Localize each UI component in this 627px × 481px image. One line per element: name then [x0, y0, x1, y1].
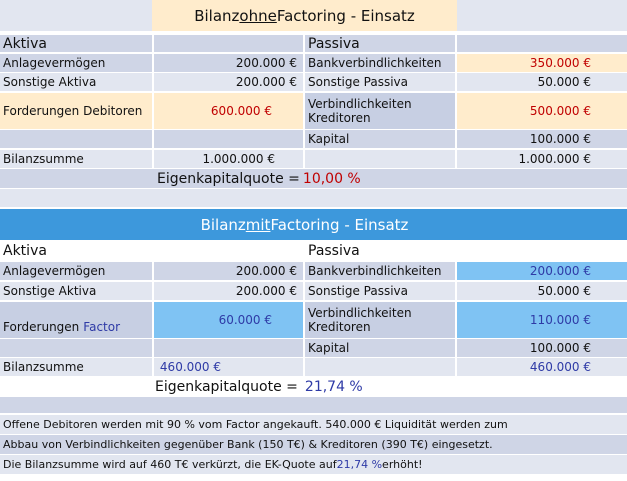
s2-bilanzsumme-passiva: 460.000 € — [457, 358, 627, 376]
s1-row2-aktiva-label: Sonstige Aktiva — [0, 73, 152, 91]
s1-row2-passiva-label: Sonstige Passiva — [305, 73, 455, 91]
s2-title-left-cell — [0, 209, 152, 240]
s2-kq-right — [457, 377, 627, 396]
s1-title-left-cell — [0, 0, 152, 31]
note-line-3-text: Die Bilanzsumme wird auf 460 T€ verkürzt, die EK-Quote auf — [3, 458, 337, 471]
s1-title-emphasis: ohne — [239, 6, 277, 25]
s2-title-emphasis: mit — [245, 215, 271, 234]
note-line-1: Offene Debitoren werden mit 90 % vom Factor angekauft. 540.000 € Liquidität werden zum — [0, 415, 627, 434]
s2-title-text: Bilanz — [200, 215, 246, 234]
s1-row2-passiva-value: 50.000 € — [457, 73, 627, 91]
s2-eigenkapitalquote — [152, 377, 457, 396]
s2-empty-cell — [457, 242, 627, 260]
s2-row3-passiva-value: 110.000 € — [457, 302, 627, 338]
s2-row3-aktiva-value: 60.000 € — [154, 302, 303, 338]
s2-empty-cell — [305, 358, 455, 376]
s2-kq-label: Eigenkapitalquote = — [155, 378, 298, 395]
s1-kq-value: 10,00 % — [302, 170, 361, 187]
s2-row4-passiva-label: Kapital — [305, 339, 455, 357]
s2-row4-aktiva-value — [154, 339, 303, 357]
s2-row3-aktiva-label-text: Forderungen — [3, 320, 80, 334]
s2-row3-aktiva-label-factor: Factor — [83, 320, 121, 334]
s1-row3-passiva-label: Verbindlichkeiten Kreditoren — [305, 93, 455, 129]
s1-row2-aktiva-value: 200.000 € — [154, 73, 303, 91]
s1-eigenkapitalquote — [152, 169, 457, 188]
s2-title-right-cell — [457, 209, 627, 240]
s2-row3-passiva-label: Verbindlichkeiten Kreditoren — [305, 302, 455, 338]
s1-row1-aktiva-value: 200.000 € — [154, 54, 303, 72]
s2-row2-aktiva-value: 200.000 € — [154, 282, 303, 300]
s1-title-right-cell — [457, 0, 627, 31]
s1-row3-aktiva-value: 600.000 € — [154, 93, 303, 129]
s2-row2-aktiva-label: Sonstige Aktiva — [0, 282, 152, 300]
s2-passiva-header: Passiva — [305, 242, 455, 260]
s1-row1-aktiva-label: Anlagevermögen — [0, 54, 152, 72]
s2-row4-passiva-value: 100.000 € — [457, 339, 627, 357]
s1-row1-passiva-value: 350.000 € — [457, 54, 627, 72]
s2-row2-passiva-value: 50.000 € — [457, 282, 627, 300]
spacer-row — [0, 397, 627, 413]
s1-empty-cell — [305, 150, 455, 168]
s2-row4-aktiva-label — [0, 339, 152, 357]
s2-row3-aktiva-label — [0, 302, 152, 338]
s2-kq-left — [0, 377, 152, 396]
s2-bilanzsumme-aktiva: 460.000 € — [154, 358, 303, 376]
s1-bilanzsumme-passiva: 1.000.000 € — [457, 150, 627, 168]
note-line-3-text-2: erhöht! — [382, 458, 423, 471]
s1-bilanzsumme-aktiva: 1.000.000 € — [154, 150, 303, 168]
s1-title — [152, 0, 457, 31]
s1-row3-passiva-value: 500.000 € — [457, 93, 627, 129]
s2-empty-cell — [154, 242, 303, 260]
note-line-2: Abbau von Verbindlichkeiten gegenüber Bank (150 T€) & Kreditoren (390 T€) eingesetzt. — [0, 435, 627, 454]
s2-row1-aktiva-value: 200.000 € — [154, 262, 303, 280]
spacer-row — [0, 189, 627, 207]
s2-row1-passiva-label: Bankverbindlichkeiten — [305, 262, 455, 280]
s1-title-text: Bilanz — [194, 6, 240, 25]
s2-bilanzsumme-label: Bilanzsumme — [0, 358, 152, 376]
s1-row1-passiva-label: Bankverbindlichkeiten — [305, 54, 455, 72]
s2-row1-aktiva-label: Anlagevermögen — [0, 262, 152, 280]
s1-row4-aktiva-value — [154, 130, 303, 148]
s1-empty-cell — [457, 35, 627, 52]
s1-title-text-2: Factoring - Einsatz — [276, 6, 415, 25]
s2-aktiva-header: Aktiva — [0, 242, 152, 260]
note-line-3 — [0, 455, 627, 474]
note-line-3-value: 21,74 % — [336, 458, 383, 471]
s1-row4-aktiva-label — [0, 130, 152, 148]
s2-title-text-2: Factoring - Einsatz — [270, 215, 409, 234]
s1-empty-cell — [154, 35, 303, 52]
s1-kq-label: Eigenkapitalquote = — [157, 170, 300, 187]
s1-kq-right — [457, 169, 627, 188]
s2-kq-value: 21,74 % — [304, 378, 363, 395]
s1-row3-aktiva-label: Forderungen Debitoren — [0, 93, 152, 129]
s1-bilanzsumme-label: Bilanzsumme — [0, 150, 152, 168]
s2-title — [152, 209, 457, 240]
s1-row4-passiva-label: Kapital — [305, 130, 455, 148]
s1-row4-passiva-value: 100.000 € — [457, 130, 627, 148]
s1-passiva-header: Passiva — [305, 35, 455, 52]
s2-row2-passiva-label: Sonstige Passiva — [305, 282, 455, 300]
s2-row1-passiva-value: 200.000 € — [457, 262, 627, 280]
s1-kq-left — [0, 169, 152, 188]
s1-aktiva-header: Aktiva — [0, 35, 152, 52]
